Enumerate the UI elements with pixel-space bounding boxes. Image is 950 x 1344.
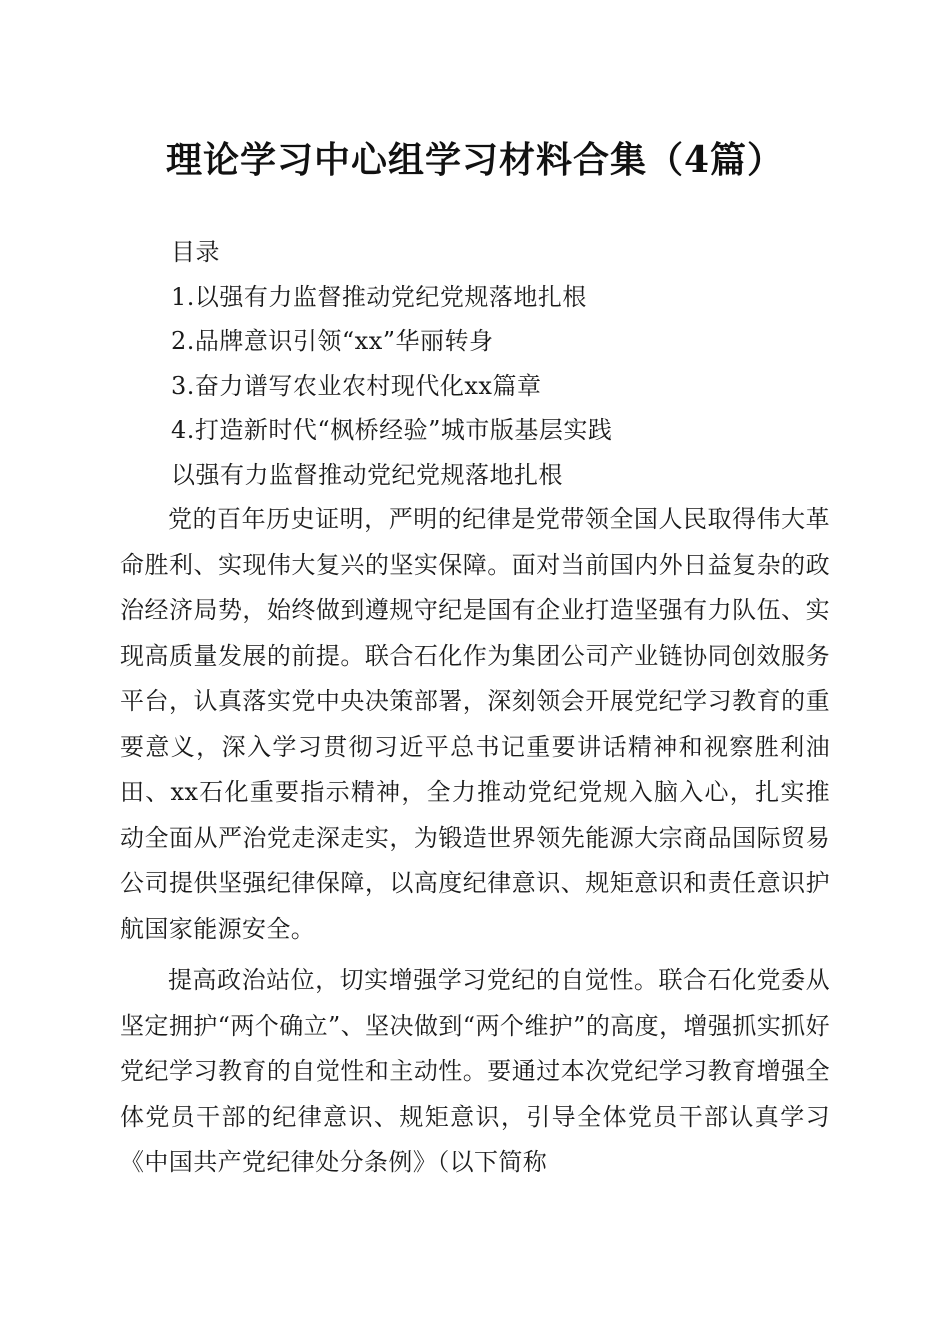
toc-item-2: 2.品牌意识引领“xx”华丽转身	[171, 327, 494, 355]
toc-heading: 目录	[171, 238, 220, 266]
document-body	[120, 497, 830, 1192]
toc-item-4: 4.打造新时代“枫桥经验”城市版基层实践	[171, 416, 613, 444]
paragraph-2: 提高政治站位，切实增强学习党纪的自觉性。联合石化党委从坚定拥护“两个确立”、坚决做到“两个维护”的高度，增强抓实抓好党纪学习教育的自觉性和主动性。要通过本次党纪学习教育增强全体党员干部的纪律意识、规矩意识，引导全体党员干部认真学习《中国共产党纪律处分条例》（以下简称	[120, 966, 830, 1176]
paragraph-1: 党的百年历史证明，严明的纪律是党带领全国人民取得伟大革命胜利、实现伟大复兴的坚实保障。面对当前国内外日益复杂的政治经济局势，始终做到遵规守纪是国有企业打造坚强有力队伍、实现高质量发展的前提。联合石化作为集团公司产业链协同创效服务平台，认真落实党中央决策部署，深刻领会开展党纪学习教育的重要意义，深入学习贯彻习近平总书记重要讲话精神和视察胜利油田、xx石化重要指示精神，全力推动党纪党规入脑入心，扎实推动全面从严治党走深走实，为锻造世界领先能源大宗商品国际贸易公司提供坚强纪律保障，以高度纪律意识、规矩意识和责任意识护航国家能源安全。	[120, 505, 830, 943]
section-title: 以强有力监督推动党纪党规落地扎根	[171, 460, 563, 489]
table-of-contents	[171, 230, 831, 497]
toc-item-3: 3.奋力谱写农业农村现代化xx篇章	[171, 371, 542, 400]
toc-item-1: 1.以强有力监督推动党纪党规落地扎根	[171, 282, 587, 311]
document-title: 理论学习中心组学习材料合集（4篇）	[165, 139, 785, 181]
